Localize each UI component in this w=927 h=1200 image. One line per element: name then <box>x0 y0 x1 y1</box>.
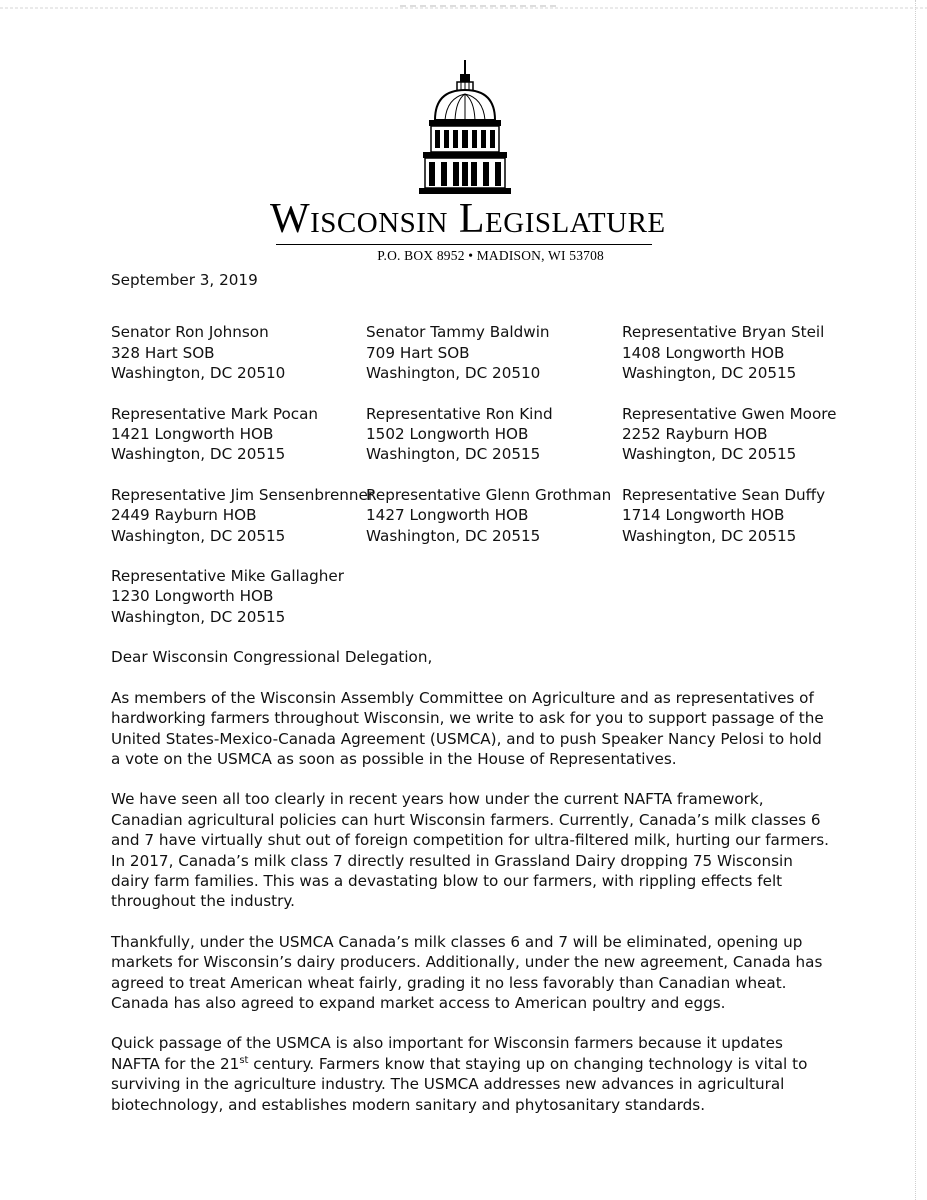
recipient-name: Senator Tammy Baldwin <box>366 323 550 342</box>
capitol-dome-icon <box>405 60 525 195</box>
paragraph-text: century. Farmers know that staying up on changing technology is vital to surviving in the agriculture industry. The USMCA addresses new advances in agricultural biotechnology, and establishes modern sanitary and phytosanitary standards. <box>111 1054 808 1114</box>
recipient-address <box>111 485 375 546</box>
recipient-office: 1408 Longworth HOB <box>622 343 785 362</box>
recipient-name: Representative Sean Duffy <box>622 485 826 504</box>
recipient-address <box>111 566 366 627</box>
recipient-city: Washington, DC 20515 <box>622 526 797 545</box>
recipient-office: 2252 Rayburn HOB <box>622 425 768 444</box>
recipient-name: Representative Mike Gallagher <box>111 567 345 586</box>
recipient-address <box>366 485 622 546</box>
recipient-name: Representative Ron Kind <box>366 404 553 423</box>
recipient-name: Representative Glenn Grothman <box>366 485 612 504</box>
recipient-address <box>622 485 832 546</box>
recipient-office: 2449 Rayburn HOB <box>111 506 257 525</box>
recipient-name: Senator Ron Johnson <box>111 323 269 342</box>
recipient-office: 1230 Longworth HOB <box>111 587 274 606</box>
letterhead-address: P.O. BOX 8952 • MADISON, WI 53708 <box>377 248 604 263</box>
ordinal-suffix: st <box>239 1054 249 1066</box>
scan-edge-artifact <box>0 4 927 12</box>
recipient-address <box>111 404 366 465</box>
body-paragraph <box>111 1033 831 1115</box>
recipient-office: 1714 Longworth HOB <box>622 506 785 525</box>
recipient-city: Washington, DC 20515 <box>622 364 797 383</box>
recipient-name: Representative Bryan Steil <box>622 323 825 342</box>
recipient-address <box>111 322 366 383</box>
recipient-office: 1427 Longworth HOB <box>366 506 529 525</box>
recipient-city: Washington, DC 20510 <box>366 364 541 383</box>
letterhead-title: Wisconsin Legislature <box>270 196 666 242</box>
recipient-city: Washington, DC 20510 <box>111 364 286 383</box>
recipient-name: Representative Mark Pocan <box>111 404 319 423</box>
letterhead-rule <box>276 244 652 245</box>
recipient-address <box>366 404 622 465</box>
paragraph-text: Quick passage of the USMCA is also important for Wisconsin farmers because it updates NAFTA for the 21 <box>111 1034 783 1073</box>
recipient-city: Washington, DC 20515 <box>622 445 797 464</box>
recipient-office: 328 Hart SOB <box>111 343 215 362</box>
recipient-address <box>622 322 832 383</box>
recipient-office: 1502 Longworth HOB <box>366 425 529 444</box>
recipient-city: Washington, DC 20515 <box>111 607 286 626</box>
recipient-city: Washington, DC 20515 <box>111 526 286 545</box>
recipient-name: Representative Jim Sensenbrenner <box>111 485 375 504</box>
recipient-name: Representative Gwen Moore <box>622 404 837 423</box>
recipient-city: Washington, DC 20515 <box>111 445 286 464</box>
letterhead <box>270 60 666 264</box>
salutation: Dear Wisconsin Congressional Delegation, <box>111 648 433 667</box>
letter-date: September 3, 2019 <box>111 271 258 289</box>
recipient-city: Washington, DC 20515 <box>366 445 541 464</box>
recipient-address-grid <box>111 322 837 627</box>
scan-edge-artifact-right <box>915 0 919 1200</box>
recipient-address <box>622 404 837 465</box>
recipient-city: Washington, DC 20515 <box>366 526 541 545</box>
body-paragraph: As members of the Wisconsin Assembly Committee on Agriculture and as representatives of hardworking farmers throughout Wisconsin, we write to ask for you to support passage of the United States-Mexico-Canada Agreement (USMCA), and to push Speaker Nancy Pelosi to hold a vote on the USMCA as soon as possible in the House of Representatives. <box>111 688 824 768</box>
recipient-address <box>366 322 622 383</box>
recipient-office: 1421 Longworth HOB <box>111 425 274 444</box>
body-paragraph: Thankfully, under the USMCA Canada’s milk classes 6 and 7 will be eliminated, opening up markets for Wisconsin’s dairy producers. Additionally, under the new agreement, Canada has agreed to treat American wheat fairly, grading it no less favorably than Canadian wheat. Canada has also agreed to expand market access to American poultry and eggs. <box>111 932 823 1012</box>
body-paragraph: We have seen all too clearly in recent years how under the current NAFTA framework, Canadian agricultural policies can hurt Wisconsin farmers. Currently, Canada’s milk classes 6 and 7 have virtually shut out of foreign competition for ultra-filtered milk, hurting our farmers. In 2017, Canada’s milk class 7 directly resulted in Grassland Dairy dropping 75 Wisconsin dairy farm families. This was a devastating blow to our farmers, with rippling effects felt throughout the industry. <box>111 790 829 911</box>
recipient-office: 709 Hart SOB <box>366 343 470 362</box>
letter-body <box>111 270 837 1115</box>
